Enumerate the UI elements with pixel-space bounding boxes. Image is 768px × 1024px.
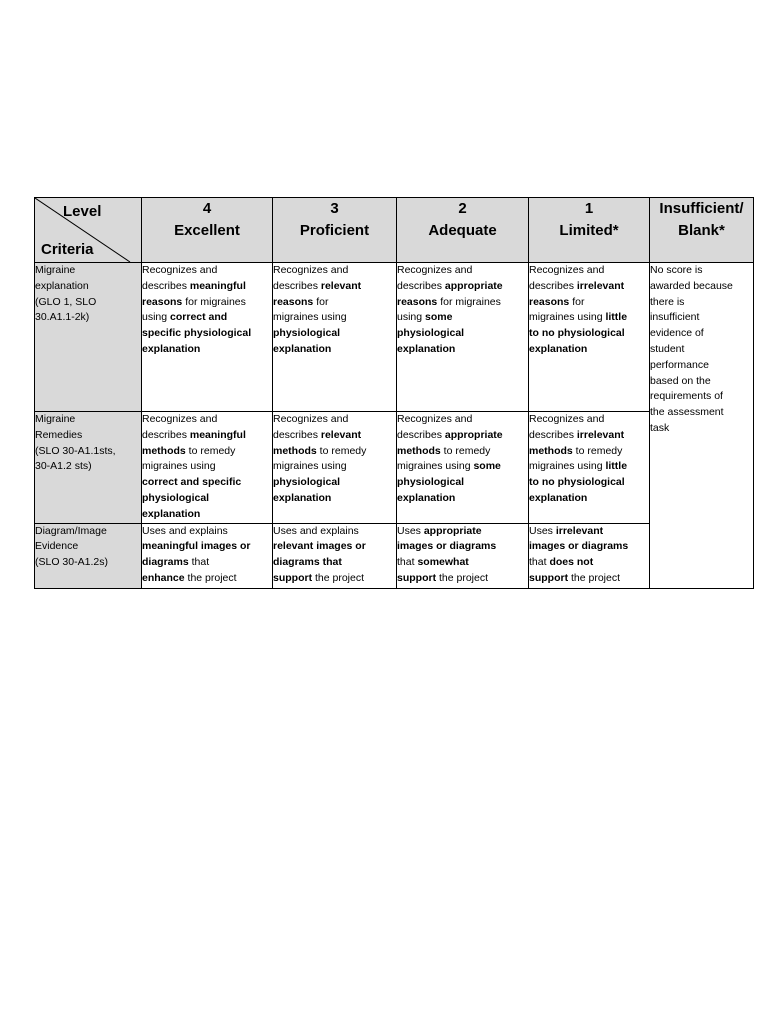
criteria-text: 30.A1.1-2k) xyxy=(35,311,90,324)
descriptor-line: explanation xyxy=(397,342,456,355)
descriptor-line: reasons for migraines xyxy=(397,295,501,308)
criteria-text: 30-A1.2 sts) xyxy=(35,460,92,473)
descriptor-line: describes meaningful xyxy=(142,428,246,441)
descriptor-line: describes appropriate xyxy=(397,428,503,441)
descriptor-line: to no physiological xyxy=(529,476,625,489)
score-label: 4 xyxy=(202,200,212,217)
descriptor-line: describes irrelevant xyxy=(529,428,625,441)
descriptor-line: migraines using some xyxy=(397,460,501,473)
descriptor-line: meaningful images or xyxy=(142,540,251,553)
insufficient-text: performance xyxy=(650,358,709,371)
insufficient-text: requirements of xyxy=(650,390,723,403)
descriptor-line: correct and specific xyxy=(142,476,242,489)
header-adequate xyxy=(397,198,529,263)
corner-header-cell xyxy=(35,198,142,263)
row-migraine-remedies xyxy=(35,412,754,524)
descriptor-cell xyxy=(142,263,273,412)
descriptor-line: describes relevant xyxy=(273,428,362,441)
descriptor-line: explanation xyxy=(273,342,332,355)
insufficient-text: No score is xyxy=(650,264,703,276)
header-excellent xyxy=(142,198,273,263)
descriptor-line: diagrams that xyxy=(142,556,210,569)
descriptor-line: Recognizes and xyxy=(142,264,218,276)
descriptor-cell xyxy=(529,523,650,588)
descriptor-cell xyxy=(397,523,529,588)
insufficient-text: evidence of xyxy=(650,327,704,340)
descriptor-line: physiological xyxy=(397,476,465,489)
descriptor-cell xyxy=(273,523,397,588)
criteria-text: Migraine xyxy=(35,264,76,276)
descriptor-line: describes meaningful xyxy=(142,279,246,292)
level-name: Excellent xyxy=(174,222,240,239)
descriptor-line: physiological xyxy=(397,327,465,340)
descriptor-line: Recognizes and xyxy=(397,264,473,276)
descriptor-line: methods to remedy xyxy=(142,444,236,457)
score-label: 1 xyxy=(584,200,594,217)
row-migraine-explanation xyxy=(35,263,754,412)
score-label: 3 xyxy=(330,200,339,217)
insufficient-text: based on the xyxy=(650,374,711,387)
descriptor-line: migraines using xyxy=(273,460,347,473)
descriptor-cell xyxy=(397,412,529,524)
descriptor-line: physiological xyxy=(273,327,341,340)
insufficient-text: task xyxy=(650,421,670,434)
descriptor-line: describes relevant xyxy=(273,279,362,292)
descriptor-line: Recognizes and xyxy=(397,413,473,425)
descriptor-line: explanation xyxy=(273,491,332,504)
insufficient-text: there is xyxy=(650,295,685,308)
descriptor-cell xyxy=(397,263,529,412)
header-limited xyxy=(529,198,650,263)
descriptor-line: reasons for xyxy=(273,295,329,308)
descriptor-cell xyxy=(142,523,273,588)
descriptor-line: migraines using xyxy=(142,460,216,473)
descriptor-line: using some xyxy=(397,311,453,324)
header-insufficient xyxy=(650,198,754,263)
descriptor-cell xyxy=(142,412,273,524)
descriptor-line: explanation xyxy=(529,342,588,355)
descriptor-line: Recognizes and xyxy=(273,264,349,276)
descriptor-line: explanation xyxy=(142,507,201,520)
descriptor-line: images or diagrams xyxy=(529,540,629,553)
insufficient-text: student xyxy=(650,342,685,355)
descriptor-line: describes irrelevant xyxy=(529,279,625,292)
descriptor-line: enhance the project xyxy=(142,571,237,584)
descriptor-line: Uses and explains xyxy=(273,524,359,537)
descriptor-line: Uses and explains xyxy=(142,524,228,537)
descriptor-line: Recognizes and xyxy=(142,413,218,425)
descriptor-line: using correct and xyxy=(142,311,228,324)
level-name: Adequate xyxy=(428,222,497,239)
criteria-cell xyxy=(35,523,142,588)
descriptor-line: Uses appropriate xyxy=(397,524,482,537)
descriptor-line: diagrams that xyxy=(273,556,342,569)
criteria-text: Evidence xyxy=(35,540,79,553)
criteria-text: Remedies xyxy=(35,428,83,441)
score-label: 2 xyxy=(458,200,467,217)
descriptor-line: reasons for migraines xyxy=(142,295,246,308)
criteria-text: Diagram/Image xyxy=(35,524,107,537)
descriptor-line: methods to remedy xyxy=(397,444,491,457)
insufficient-text: awarded because xyxy=(650,279,733,292)
descriptor-line: that somewhat xyxy=(397,556,469,569)
level-label: Level xyxy=(63,203,102,220)
header-row xyxy=(35,198,754,263)
descriptor-cell xyxy=(529,263,650,412)
descriptor-line: support the project xyxy=(273,571,365,584)
level-name: Blank* xyxy=(678,222,725,239)
descriptor-line: reasons for xyxy=(529,295,585,308)
insufficient-text: insufficient xyxy=(650,311,700,324)
header-proficient xyxy=(273,198,397,263)
descriptor-line: migraines using little xyxy=(529,311,628,324)
descriptor-line: support the project xyxy=(529,571,621,584)
criteria-cell xyxy=(35,412,142,524)
criteria-label: Criteria xyxy=(41,241,94,258)
descriptor-line: methods to remedy xyxy=(273,444,367,457)
descriptor-line: explanation xyxy=(529,491,588,504)
descriptor-line: explanation xyxy=(397,491,456,504)
descriptor-cell xyxy=(529,412,650,524)
descriptor-line: migraines using xyxy=(273,311,347,324)
descriptor-line: support the project xyxy=(397,571,489,584)
criteria-cell xyxy=(35,263,142,412)
insufficient-cell xyxy=(650,263,754,589)
criteria-text: explanation xyxy=(35,279,89,292)
descriptor-line: methods to remedy xyxy=(529,444,623,457)
level-name: Insufficient/ xyxy=(659,200,744,217)
descriptor-line: specific physiological xyxy=(142,327,252,340)
descriptor-line: relevant images or xyxy=(273,540,366,553)
rubric-table xyxy=(34,197,754,589)
descriptor-line: migraines using little xyxy=(529,460,628,473)
criteria-text: Migraine xyxy=(35,413,76,425)
descriptor-line: Recognizes and xyxy=(529,413,605,425)
insufficient-text: the assessment xyxy=(650,406,724,419)
row-diagram-evidence xyxy=(35,523,754,588)
level-name: Limited* xyxy=(559,222,619,239)
criteria-text: (SLO 30-A1.2s) xyxy=(35,556,108,569)
descriptor-line: images or diagrams xyxy=(397,540,497,553)
descriptor-line: to no physiological xyxy=(529,327,625,340)
descriptor-line: that does not xyxy=(529,556,594,569)
descriptor-line: Uses irrelevant xyxy=(529,524,604,537)
descriptor-cell xyxy=(273,412,397,524)
descriptor-cell xyxy=(273,263,397,412)
criteria-text: (SLO 30-A1.1sts, xyxy=(35,444,116,457)
criteria-text: (GLO 1, SLO xyxy=(35,295,97,308)
descriptor-line: explanation xyxy=(142,342,201,355)
descriptor-line: physiological xyxy=(142,491,210,504)
descriptor-line: Recognizes and xyxy=(529,264,605,276)
descriptor-line: physiological xyxy=(273,476,341,489)
level-name: Proficient xyxy=(299,222,370,239)
descriptor-line: Recognizes and xyxy=(273,413,349,425)
descriptor-line: describes appropriate xyxy=(397,279,503,292)
